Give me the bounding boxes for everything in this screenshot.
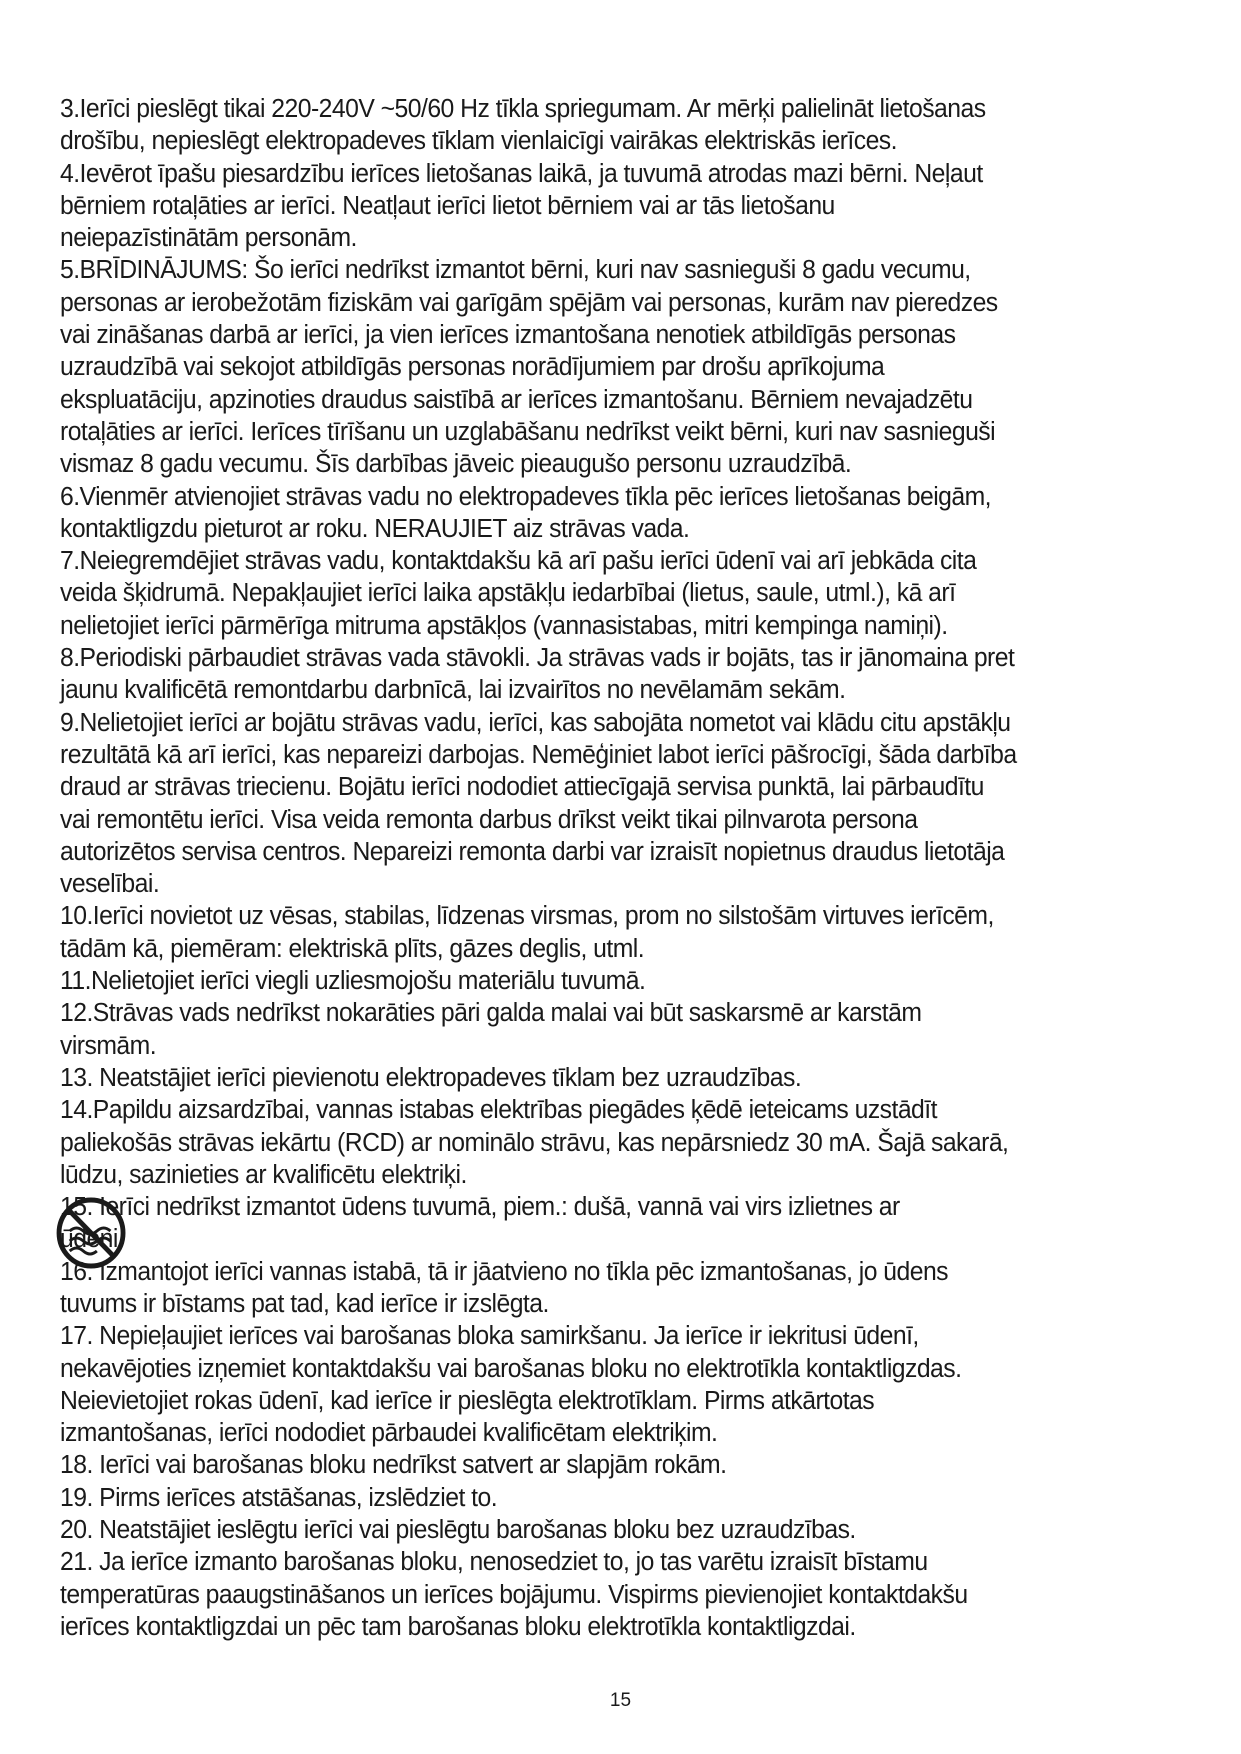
text-line: 6.Vienmēr atvienojiet strāvas vadu no elektropadeves tīkla pēc ierīces lietošanas beigām,: [60, 482, 992, 511]
text-line: 16. Izmantojot ierīci vannas istabā, tā ir jāatvieno no tīkla pēc izmantošanas, jo ūdens: [60, 1257, 949, 1286]
text-line: Neievietojiet rokas ūdenī, kad ierīce ir pieslēgta elektrotīklam. Pirms atkārtotas: [60, 1386, 875, 1415]
text-line: autorizētos servisa centros. Nepareizi remonta darbi var izraisīt nopietnus draudus lietotāja: [60, 837, 1005, 866]
item-15-with-icon: [60, 1191, 1156, 1256]
text-line: draud ar strāvas triecienu. Bojātu ierīci nododiet attiecīgajā servisa punktā, lai pārbaudītu: [60, 773, 984, 802]
safety-instructions-text: [60, 93, 1156, 1643]
text-line: vismaz 8 gadu vecumu. Šīs darbības jāveic pieaugušo personu uzraudzībā.: [60, 450, 852, 479]
text-line: neiepazīstinātām personām.: [60, 224, 357, 253]
text-line: rotaļāties ar ierīci. Ierīces tīrīšanu un uzglabāšanu nedrīkst veikt bērni, kuri nav sasnieguši: [60, 417, 996, 446]
text-line: 7.Neiegremdējiet strāvas vadu, kontaktdakšu kā arī pašu ierīci ūdenī vai arī jebkāda cita: [60, 547, 977, 576]
text-line: drošību, nepieslēgt elektropadeves tīklam vienlaicīgi vairākas elektriskās ierīces.: [60, 127, 897, 156]
text-line: 17. Nepieļaujiet ierīces vai barošanas bloka samirkšanu. Ja ierīce ir iekritusi ūdenī,: [60, 1322, 919, 1351]
page-number: 15: [609, 1690, 632, 1711]
text-line: kontaktligzdu pieturot ar roku. NERAUJIET aiz strāvas vada.: [60, 514, 690, 543]
text-line: 20. Neatstājiet ieslēgtu ierīci vai pieslēgtu barošanas bloku bez uzraudzības.: [60, 1516, 856, 1545]
text-line: jaunu kvalificētā remontdarbu darbnīcā, lai izvairītos no nevēlamām sekām.: [60, 676, 846, 705]
text-line: izmantošanas, ierīci nododiet pārbaudei kvalificētam elektriķim.: [60, 1419, 718, 1448]
text-line: uzraudzībā vai sekojot atbildīgās personas norādījumiem par drošu aprīkojuma: [60, 353, 885, 382]
text-line: tādām kā, piemēram: elektriskā plīts, gāzes deglis, utml.: [60, 934, 645, 963]
text-line: tuvums ir bīstams pat tad, kad ierīce ir izslēgta.: [60, 1289, 549, 1318]
text-line: ekspluatāciju, apzinoties draudus saistībā ar ierīces izmantošanu. Bērniem nevajadzētu: [60, 385, 973, 414]
text-line: temperatūras paaugstināšanos un ierīces bojājumu. Vispirms pievienojiet kontaktdakšu: [60, 1580, 968, 1609]
text-line: ierīces kontaktligzdai un pēc tam barošanas bloku elektrotīkla kontaktligzdai.: [60, 1612, 856, 1641]
text-line: vai zināšanas darbā ar ierīci, ja vien ierīces izmantošana nenotiek atbildīgās personas: [60, 321, 956, 350]
text-line: nelietojiet ierīci pārmērīga mitruma apstākļos (vannasistabas, mitri kempinga namiņi).: [60, 611, 948, 640]
text-line: lūdzu, sazinieties ar kvalificētu elektriķi.: [60, 1160, 467, 1189]
text-line: 21. Ja ierīce izmanto barošanas bloku, nenosedziet to, jo tas varētu izraisīt bīstamu: [60, 1548, 928, 1577]
text-line: 4.Ievērot īpašu piesardzību ierīces lietošanas laikā, ja tuvumā atrodas mazi bērni. Neļaut: [60, 159, 983, 188]
text-line: 12.Strāvas vads nedrīkst nokarāties pāri galda malai vai būt saskarsmē ar karstām: [60, 999, 922, 1028]
text-line: 19. Pirms ierīces atstāšanas, izslēdziet to.: [60, 1483, 498, 1512]
text-line: bērniem rotaļāties ar ierīci. Neatļaut ierīci lietot bērniem vai ar tās lietošanu: [60, 191, 835, 220]
text-line: 9.Nelietojiet ierīci ar bojātu strāvas vadu, ierīci, kas sabojāta nometot vai klādu citu apstākļu: [60, 708, 1011, 737]
text-line: ūdeni.: [60, 1225, 125, 1254]
text-line: vai remontētu ierīci. Visa veida remonta darbus drīkst veikt tikai pilnvarota persona: [60, 805, 918, 834]
text-line: 8.Periodiski pārbaudiet strāvas vada stāvokli. Ja strāvas vads ir bojāts, tas ir jānomaina pret: [60, 644, 1015, 673]
text-line: 15. Ierīci nedrīkst izmantot ūdens tuvumā, piem.: dušā, vannā vai virs izlietnes ar: [60, 1193, 900, 1222]
text-line: veida šķidrumā. Nepakļaujiet ierīci laika apstākļu iedarbībai (lietus, saule, utml.), kā arī: [60, 579, 956, 608]
text-line: 11.Nelietojiet ierīci viegli uzliesmojošu materiālu tuvumā.: [60, 967, 646, 996]
text-line: nekavējoties izņemiet kontaktdakšu vai barošanas bloku no elektrotīkla kontaktligzdas.: [60, 1354, 962, 1383]
text-line: 5.BRĪDINĀJUMS: Šo ierīci nedrīkst izmantot bērni, kuri nav sasnieguši 8 gadu vecumu,: [60, 256, 971, 285]
text-line: 18. Ierīci vai barošanas bloku nedrīkst satvert ar slapjām rokām.: [60, 1451, 727, 1480]
text-line: 3.Ierīci pieslēgt tikai 220-240V ~50/60 Hz tīkla spriegumam. Ar mērķi palielināt lietošanas: [60, 95, 986, 123]
text-line: rezultātā kā arī ierīci, kas nepareizi darbojas. Nemēģiniet labot ierīci pāšrocīgi, šāda darbība: [60, 740, 1017, 769]
text-line: 10.Ierīci novietot uz vēsas, stabilas, līdzenas virsmas, prom no silstošām virtuves ierīcēm,: [60, 902, 994, 931]
text-line: veselībai.: [60, 870, 160, 899]
no-water-icon: [56, 1197, 126, 1269]
text-line: paliekošās strāvas iekārtu (RCD) ar nominālo strāvu, kas nepārsniedz 30 mA. Šajā sakarā,: [60, 1128, 1009, 1157]
text-line: 14.Papildu aizsardzībai, vannas istabas elektrības piegādes ķēdē ieteicams uzstādīt: [60, 1096, 937, 1125]
text-line: 13. Neatstājiet ierīci pievienotu elektropadeves tīklam bez uzraudzības.: [60, 1063, 802, 1092]
text-line: virsmām.: [60, 1031, 157, 1060]
text-line: personas ar ierobežotām fiziskām vai garīgām spējām vai personas, kurām nav pieredzes: [60, 288, 998, 317]
